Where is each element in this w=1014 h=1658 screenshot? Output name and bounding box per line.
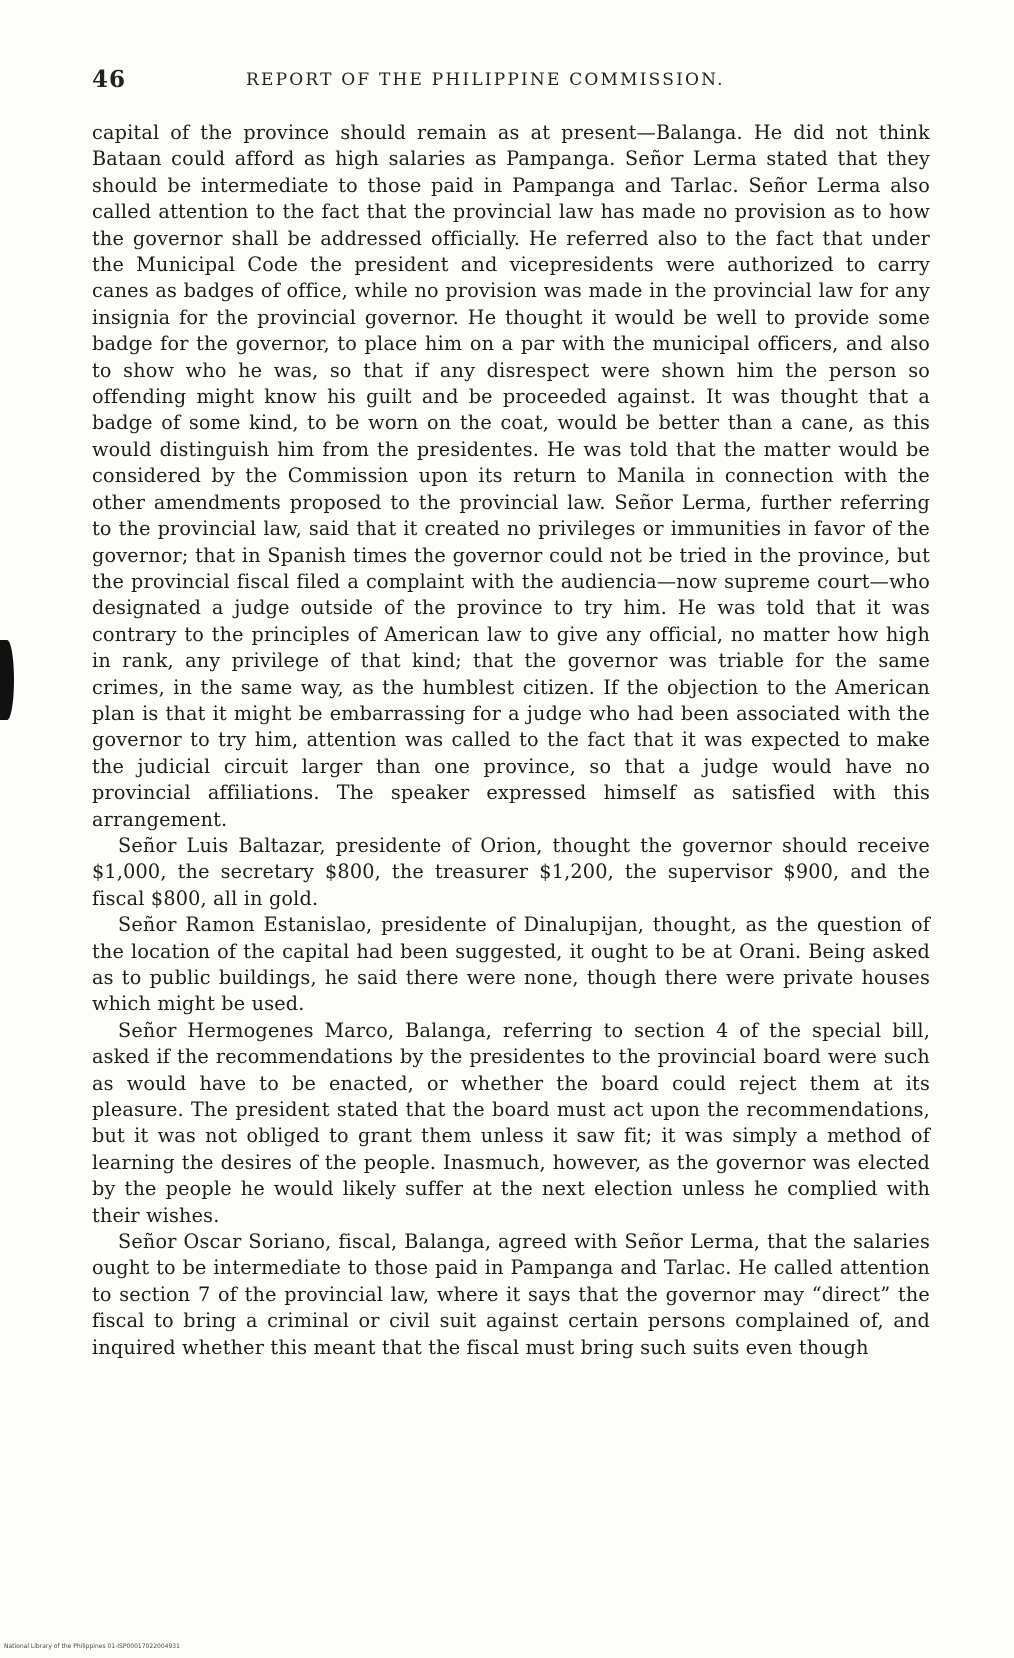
paragraph-5: Señor Oscar Soriano, fiscal, Balanga, agreed with Señor Lerma, that the salaries ought to be intermediate to those paid in Pampanga and Tarlac. He called attention to section 7 of the provincial law, where it says that the governor may “direct” the fiscal to bring a criminal or civil suit against certain persons complained of, and inquired whether this meant that the fiscal must bring such suits even though xyxy=(92,1230,930,1359)
scan-credit: National Library of the Philippines 01-ISP00017022004931 xyxy=(4,1643,180,1650)
body-text xyxy=(92,120,930,1361)
paragraph-1: capital of the province should remain as at present—Balanga. He did not think Bataan could afford as high salaries as Pampanga. Señor Lerma stated that they should be intermediate to those paid in Pampanga and Tarlac. Señor Lerma also called attention to the fact that the provincial law has made no provision as to how the governor shall be addressed officially. He referred also to the fact that under the Municipal Code the president and vicepresidents were authorized to carry canes as badges of office, while no provision was made in the provincial law for any insignia for the provincial governor. He thought it would be well to provide some badge for the governor, to place him on a par with the municipal officers, and also to show who he was, so that if any disrespect were shown him the person so offending might know his guilt and be proceeded against. It was thought that a badge of some kind, to be worn on the coat, would be better than a cane, as this would distinguish him from the presidentes. He was told that the matter would be considered by the Commission upon its return to Manila in connection with the other amendments proposed to the provincial law. Señor Lerma, further referring to the provincial law, said that it created no privileges or immunities in favor of the governor; that in Spanish times the governor could not be tried in the province, but the provincial fiscal filed a complaint with the audiencia—now supreme court—who designated a judge outside of the province to try him. He was told that it was contrary to the principles of American law to give any official, no matter how high in rank, any privilege of that kind; that the governor was triable for the same crimes, in the same way, as the humblest citizen. If the objection to the American plan is that it might be embarrassing for a judge who had been associated with the governor to try him, attention was called to the fact that it was expected to make the judicial circuit larger than one province, so that a judge would have no provincial affiliations. The speaker expressed himself as satisfied with this arrangement. xyxy=(92,121,930,831)
page-header xyxy=(88,64,928,94)
page-number: 46 xyxy=(92,66,127,93)
running-title: REPORT OF THE PHILIPPINE COMMISSION. xyxy=(246,70,725,90)
scan-edge-mark xyxy=(0,640,14,720)
paragraph-3: Señor Ramon Estanislao, presidente of Dinalupijan, thought, as the question of the location of the capital had been suggested, it ought to be at Orani. Being asked as to public buildings, he said there were none, though there were private houses which might be used. xyxy=(92,913,930,1016)
paragraph-2: Señor Luis Baltazar, presidente of Orion, thought the governor should receive $1,000, the secretary $800, the treasurer $1,200, the supervisor $900, and the fiscal $800, all in gold. xyxy=(92,833,930,910)
paragraph-4: Señor Hermogenes Marco, Balanga, referring to section 4 of the special bill, asked if the recommendations by the presidentes to the provincial board were such as would have to be enacted, or whether the board could reject them at its pleasure. The president stated that the board must act upon the recommendations, but it was not obliged to grant them unless it saw fit; it was simply a method of learning the desires of the people. Inasmuch, however, as the governor was elected by the people he would likely suffer at the next election unless he complied with their wishes. xyxy=(92,1018,930,1227)
